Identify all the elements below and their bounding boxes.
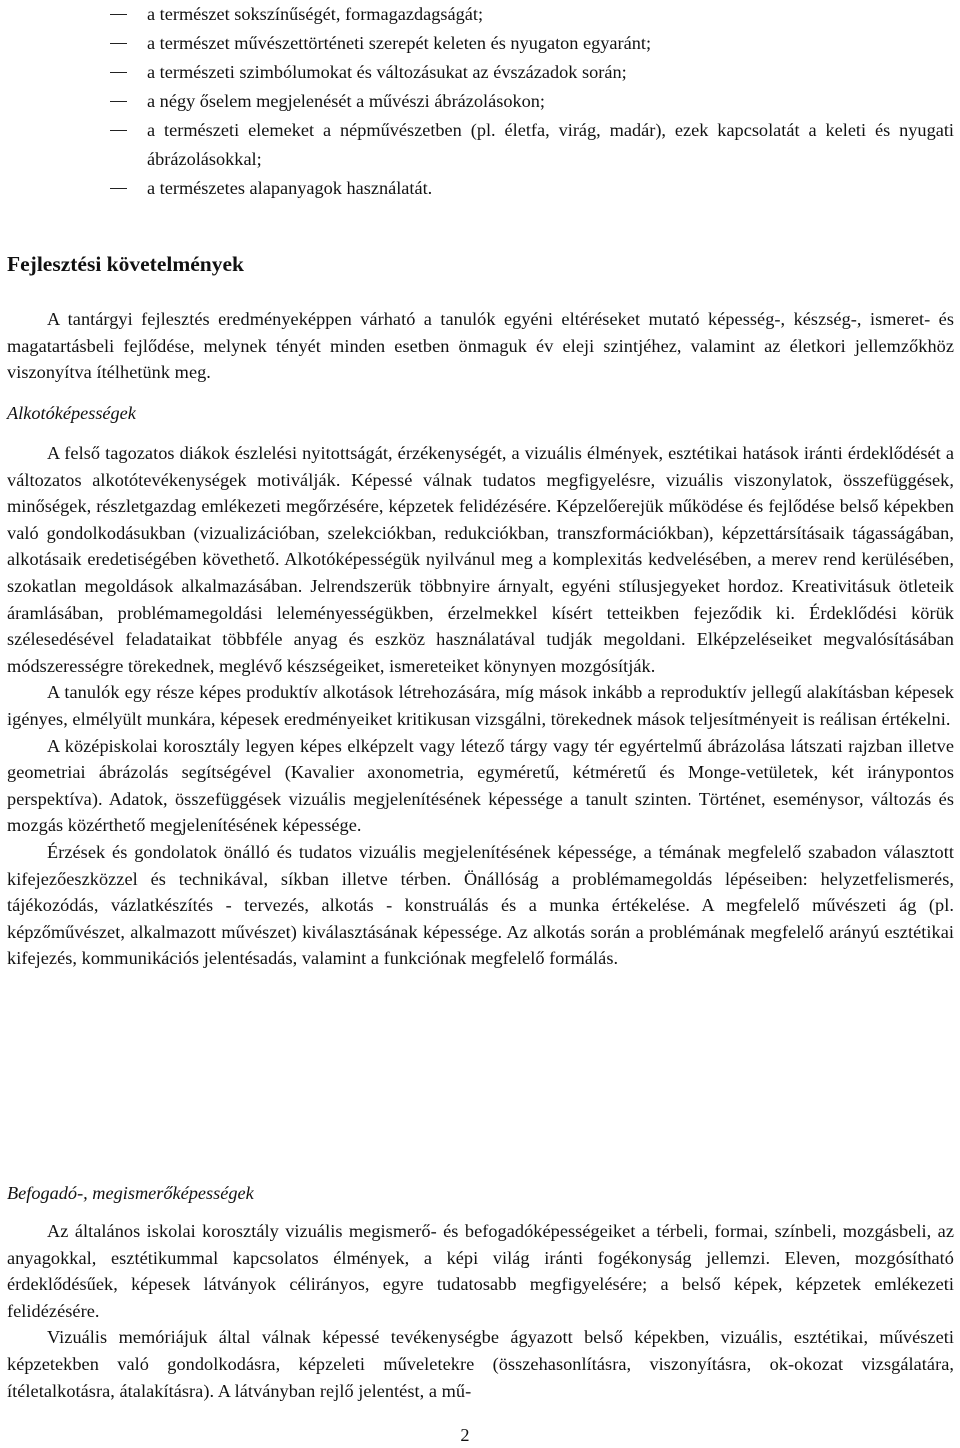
intro-paragraph: A tantárgyi fejlesztés eredményeképpen várható a tanulók egyéni eltéréseket mutató képesség-, készség-, ismeret- és magatartásbeli fejlődése, melynek tényét minden esetben önmaguk év eleji szintjéhez, valamint az életkori jellemzőkhöz viszonyítva ítélhetünk meg. xyxy=(7,309,954,383)
intro-block xyxy=(7,306,954,386)
dash-bullet-icon xyxy=(110,188,127,189)
alkoto-subhead-block xyxy=(7,400,954,427)
paragraph: A felső tagozatos diákok észlelési nyitottságát, érzékenységét, a vizuális élmények, esztétikai hatások iránti érdeklődését a változatos alkotótevékenységek motiválják. Képessé válnak tudatos megfigyelésre, vizuális viszonylatok, összefüggések, minőségek, részletgazdag emlékezeti megőrzésére, képzetek felidézésére. Képzelőerejük működése és fejlődése belső képekben való gondolkodásukban (vizualizációban, szelekciókban, redukciókban, transzformációkban), képzettársításaik tágasságában, alkotásaik eredetiségében követhető. Alkotóképességük nyilvánul meg a komplexitás kedvelésében, a merev rend kerülésében, szokatlan megoldások alkalmazásában. Jelrendszerük többnyire árnyalt, egyéni stílusjegyeket hordoz. Kreativitásuk ötleteik áramlásában, problémamegoldási leleményességükben, érzelmekkel kísért tetteikben fejeződik ki. Érdeklődési körük szélesedésével feladataikat többféle anyag és eszköz használatával tudják megoldani. Elképzeléseiket megvalósításában módszerességre törekednek, meglévő készségeiket, ismereteiket könynyen mozgósítják. xyxy=(7,443,954,676)
dash-bullet-icon xyxy=(110,14,127,15)
befogado-section xyxy=(7,1218,954,1404)
list-item: a négy őselem megjelenését a művészi ábrázolásokon; xyxy=(7,87,954,116)
paragraph: Érzések és gondolatok önálló és tudatos vizuális megjelenítésének képessége, a témának megfelelő szabadon választott kifejezőeszközzel és technikával, síkban illetve térben. Önállóság a problémamegoldás lépéseiben: helyzetfelismerés, tájékozódás, vázlatkészítés - tervezés, alkotás - konstruálás és a munka értékelése. A megfelelő művészeti ág (pl. képzőművészet, alkalmazott művészet) kiválasztásának képessége. Az alkotás során a problémának megfelelő arányú esztétikai kifejezés, kommunikációs jelentésadás, valamint a funkciónak megfelelő formálás. xyxy=(7,841,954,969)
paragraph: Vizuális memóriájuk által válnak képessé tevékenységbe ágyazott belső képekben, vizuális, esztétikai, művészeti képzetekben való gondolkodásra, képzeleti műveletekre (összehasonlításra, viszonyításra, ok-okozat vizsgálatára, ítéletalkotásra, átalakításra). A látványban rejlő jelentést, a mű- xyxy=(7,1327,954,1401)
list-item: a természet sokszínűségét, formagazdagságát; xyxy=(7,0,954,29)
paragraph: A tanulók egy része képes produktív alkotások létrehozására, míg mások inkább a reproduktív jellegű alakításban képesek igényes, elmélyült munkára, képesek eredményeiket kritikusan vizsgálni, törekednek mások teljesítményeit is reálisan értékelni. xyxy=(7,682,954,729)
page-number: 2 xyxy=(460,1425,470,1445)
list-item: a természet művészettörténeti szerepét keleten és nyugaton egyaránt; xyxy=(7,29,954,58)
dash-bullet-icon xyxy=(110,72,127,73)
alkoto-section xyxy=(7,440,954,972)
bullet-list xyxy=(7,0,954,203)
paragraph: A középiskolai korosztály legyen képes elképzelt vagy létező tárgy vagy tér egyértelmű ábrázolása látszati rajzban illetve geometriai ábrázolás segítségével (Kavalier axonometria, egyméretű, kétméretű és Monge-vetületek, két iránypontos perspektíva). Adatok, összefüggések vizuális megjelenítésének képessége a tanult szinten. Történet, eseménysor, változás és mozgás közérthető megjelenítésének képessége. xyxy=(7,735,954,836)
list-item: a természetes alapanyagok használatát. xyxy=(7,174,954,203)
paragraph: Az általános iskolai korosztály vizuális megismerő- és befogadóképességeiket a térbeli, formai, színbeli, mozgásbeli, az anyagokkal, esztétikummal kapcsolatos élmények, a képi világ iránti fogékonyság jellemzi. Eleven, mozgósítható érdeklődésűek, képesek látványok célirányos, egyre tudatosabb megfigyelésére; a belső képek, képzetek emlékezeti felidézésére. xyxy=(7,1221,954,1321)
befogado-subhead-block xyxy=(7,1180,954,1207)
list-item: a természeti elemeket a népművészetben (pl. életfa, virág, madár), ezek kapcsolatát a keleti és nyugati ábrázolásokkal; xyxy=(7,116,954,174)
subhead-alkotokepessegek: Alkotóképességek xyxy=(7,403,136,423)
dash-bullet-icon xyxy=(110,43,127,44)
dash-bullet-icon xyxy=(110,101,127,102)
section-title: Fejlesztési követelmények xyxy=(7,252,245,276)
dash-bullet-icon xyxy=(110,130,127,131)
subhead-befogado: Befogadó-, megismerőképességek xyxy=(7,1183,254,1203)
list-item: a természeti szimbólumokat és változásukat az évszázadok során; xyxy=(7,58,954,87)
